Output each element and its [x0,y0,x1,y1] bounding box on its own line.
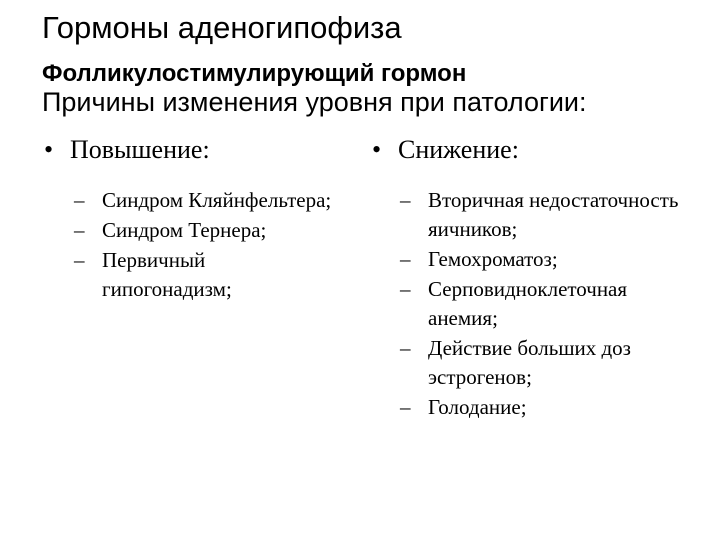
list-item-text: Действие больших доз эстрогенов; [428,336,631,389]
list-item [400,393,698,422]
dash-icon: – [400,336,411,360]
list-item-text: Синдром Кляйнфельтера; [102,188,332,212]
increase-heading [44,134,344,166]
list-item [74,246,332,304]
list-item-text: Серповидноклеточная анемия; [428,277,628,330]
decrease-heading-text: Снижение: [398,135,519,164]
list-item-text: Синдром Тернера; [102,218,267,242]
increase-list [44,186,344,304]
list-item-text: Вторичная недостаточность яичников; [428,188,679,241]
increase-heading-text: Повышение: [70,135,210,164]
list-item-text: Гемохроматоз; [428,247,558,271]
decrease-column [372,134,702,423]
bullet-icon: • [44,135,54,164]
hormone-title: Фолликулостимулирующий гормон [42,59,467,87]
list-item [74,186,332,215]
decrease-heading [372,134,702,166]
title-block [42,10,702,118]
dash-icon: – [400,395,411,419]
decrease-list [372,186,702,422]
list-item-text: Голодание; [428,395,527,419]
dash-icon: – [400,188,411,212]
list-item [400,186,698,244]
list-item [400,245,698,274]
dash-icon: – [74,218,85,242]
dash-icon: – [74,188,85,212]
dash-icon: – [400,277,411,301]
slide-title: Гормоны аденогипофиза [42,10,402,45]
dash-icon: – [400,247,411,271]
list-item [400,334,698,392]
list-item-text: Первичный гипогонадизм; [102,248,232,301]
list-item [400,275,698,333]
list-item [74,216,332,245]
increase-column [44,134,344,305]
dash-icon: – [74,248,85,272]
bullet-icon: • [372,135,382,164]
causes-subtitle: Причины изменения уровня при патологии: [42,87,587,118]
